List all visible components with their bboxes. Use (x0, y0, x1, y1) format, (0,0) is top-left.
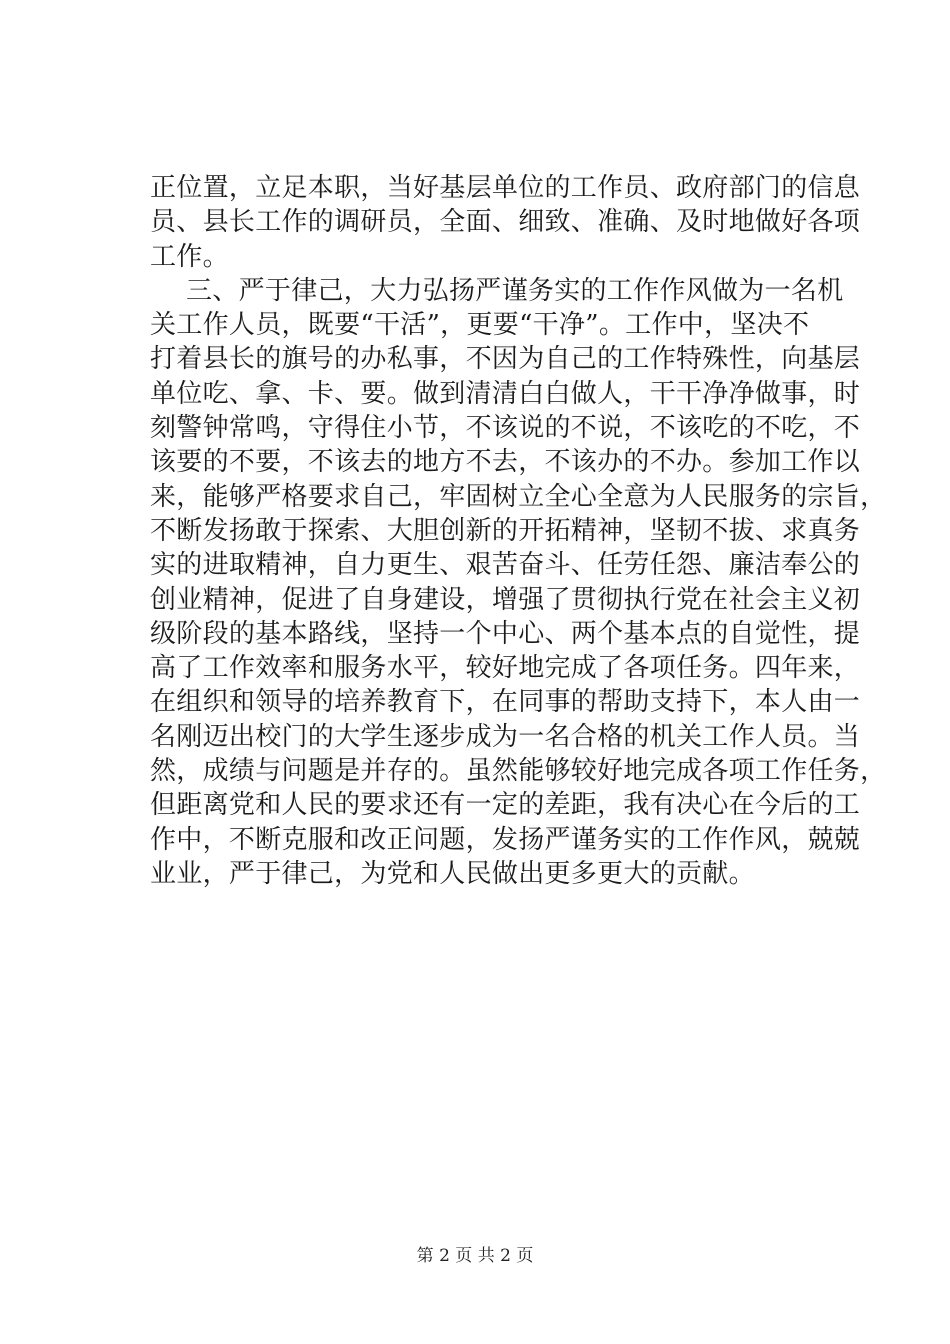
text-line: 工作。 (150, 241, 229, 272)
text-line: 级阶段的基本路线，坚持一个中心、两个基本点的自觉性，提 (150, 618, 861, 649)
body-text (150, 171, 887, 891)
text-line: 来，能够严格要求自己，牢固树立全心全意为人民服务的宗旨， (150, 481, 887, 512)
text-line: 单位吃、拿、卡、要。做到清清白白做人，干干净净做事，时 (150, 378, 861, 409)
text-line: 在组织和领导的培养教育下，在同事的帮助支持下，本人由一 (150, 687, 861, 718)
text-line: 高了工作效率和服务水平，较好地完成了各项任务。四年来， (150, 653, 861, 684)
text-line: 员、县长工作的调研员，全面、细致、准确、及时地做好各项 (150, 207, 861, 238)
text-line: 关工作人员，既要“干活”，更要“干净”。工作中，坚决不 (150, 310, 810, 341)
text-line: 但距离党和人民的要求还有一定的差距，我有决心在今后的工 (150, 790, 861, 821)
text-line: 业业，严于律己，为党和人民做出更多更大的贡献。 (150, 858, 755, 889)
text-line: 实的进取精神，自力更生、艰苦奋斗、任劳任怨、廉洁奉公的 (150, 550, 861, 581)
paragraph-first-line: 三、严于律己，大力弘扬严谨务实的工作作风做为一名机 (186, 275, 844, 306)
text-line: 刻警钟常鸣，守得住小节，不该说的不说，不该吃的不吃，不 (150, 413, 861, 444)
text-line: 不断发扬敢于探索、大胆创新的开拓精神，坚韧不拔、求真务 (150, 515, 861, 546)
text-line: 正位置，立足本职，当好基层单位的工作员、政府部门的信息 (150, 173, 861, 203)
text-line: 打着县长的旗号的办私事，不因为自己的工作特殊性，向基层 (150, 344, 861, 375)
page-footer (0, 1244, 950, 1268)
text-line: 该要的不要，不该去的地方不去，不该办的不办。参加工作以 (150, 447, 861, 478)
text-line: 然，成绩与问题是并存的。虽然能够较好地完成各项工作任务， (150, 756, 887, 787)
text-line: 创业精神，促进了自身建设，增强了贯彻执行党在社会主义初 (150, 584, 861, 615)
page-number-label: 第 2 页 共 2 页 (416, 1246, 534, 1266)
text-line: 名刚迈出校门的大学生逐步成为一名合格的机关工作人员。当 (150, 721, 861, 752)
text-line: 作中，不断克服和改正问题，发扬严谨务实的工作作风，兢兢 (150, 824, 861, 855)
